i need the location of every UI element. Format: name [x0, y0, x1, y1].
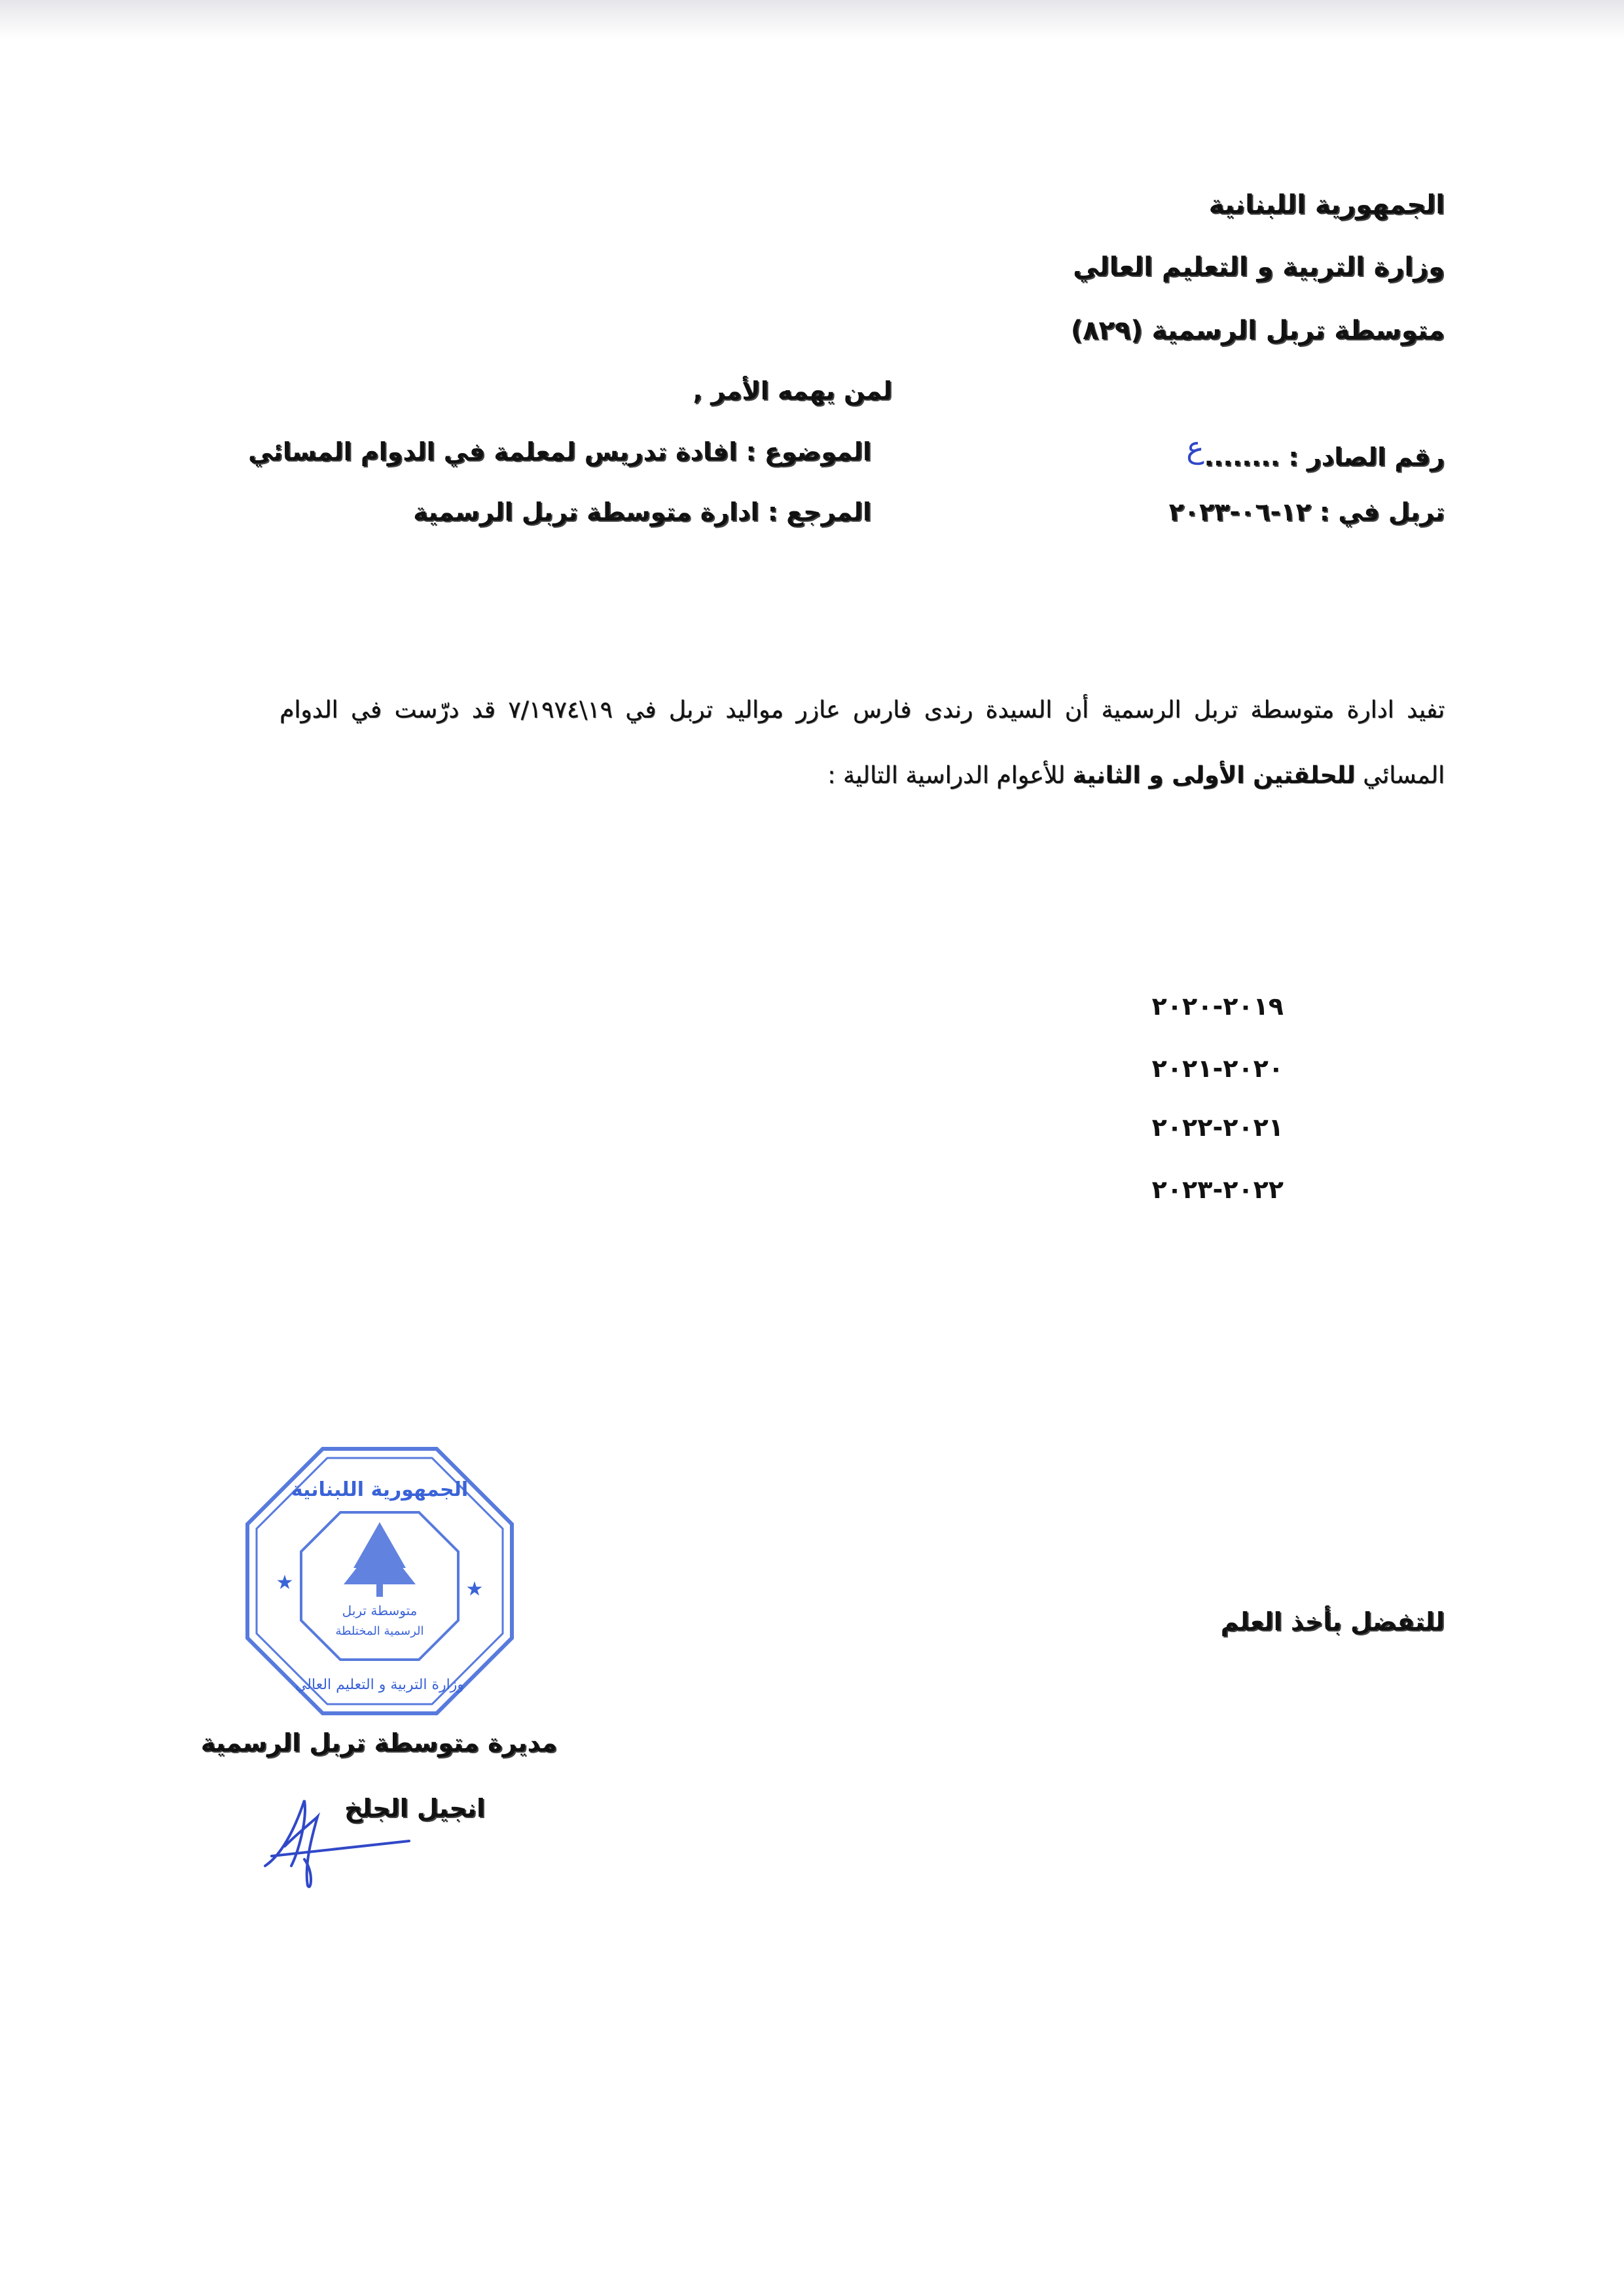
reference-value: ادارة متوسطة تربل الرسمية — [413, 498, 759, 526]
reference-label: المرجع : — [767, 498, 871, 526]
star-icon: ★ — [465, 1578, 484, 1601]
year-item: ٢٠١٩-٢٠٢٠ — [1151, 992, 1284, 1021]
body-bold-cycles: للحلقتين الأولى و الثانية — [1072, 762, 1356, 789]
reference-line — [413, 498, 871, 526]
subject-value: افادة تدريس لمعلمة في الدوام المسائي — [248, 437, 738, 466]
addressee: لمن يهمه الأمر , — [693, 376, 892, 405]
signatory-title: مديرة متوسطة تربل الرسمية — [200, 1728, 557, 1757]
issued-number-dots: ........ — [1204, 443, 1280, 471]
star-icon: ★ — [276, 1571, 294, 1594]
issued-number-label: رقم الصادر : — [1288, 443, 1445, 471]
subject-line — [248, 437, 871, 466]
closing-line: للتفضل بأخذ العلم — [1220, 1607, 1445, 1636]
stamp-outer-top: الجمهورية اللبنانية — [291, 1478, 469, 1501]
official-stamp — [242, 1444, 517, 1719]
handwritten-signature — [259, 1794, 416, 1892]
signatory-name: انجيل الجلخ — [344, 1794, 485, 1823]
year-item: ٢٠٢٠-٢٠٢١ — [1151, 1054, 1284, 1083]
body-paragraph — [280, 678, 1445, 809]
subject-label: الموضوع : — [746, 437, 871, 466]
issued-number-line — [1186, 429, 1445, 473]
issued-number-handwritten: ع — [1186, 429, 1204, 465]
stamp-inner-line1: متوسطة تربل — [342, 1603, 418, 1618]
scan-shadow — [0, 0, 1624, 39]
stamp-inner-line2: الرسمية المختلطة — [335, 1624, 424, 1638]
date-value: ١٢-٠٦-٢٠٢٣ — [1168, 498, 1311, 526]
year-item: ٢٠٢١-٢٠٢٢ — [1151, 1113, 1284, 1142]
cedar-icon — [344, 1522, 416, 1597]
stamp-outer-bottom: وزارة التربية و التعليم العالي — [295, 1677, 465, 1693]
date-label: تربل في : — [1319, 498, 1445, 526]
header-ministry: وزارة التربية و التعليم العالي — [1073, 252, 1445, 282]
header-country: الجمهورية اللبنانية — [1208, 190, 1445, 220]
body-part2: للأعوام الدراسية التالية : — [827, 762, 1073, 789]
body-part1: تفيد ادارة متوسطة تربل الرسمية أن السيدة رندى فارس عازر مواليد تربل في ١٩\٧/١٩٧٤ قد درّست في الدوام المسائي — [280, 697, 1445, 789]
header-school: متوسطة تربل الرسمية (٨٢٩) — [1070, 316, 1445, 346]
date-line — [1169, 498, 1445, 526]
year-item: ٢٠٢٢-٢٠٢٣ — [1151, 1175, 1284, 1204]
